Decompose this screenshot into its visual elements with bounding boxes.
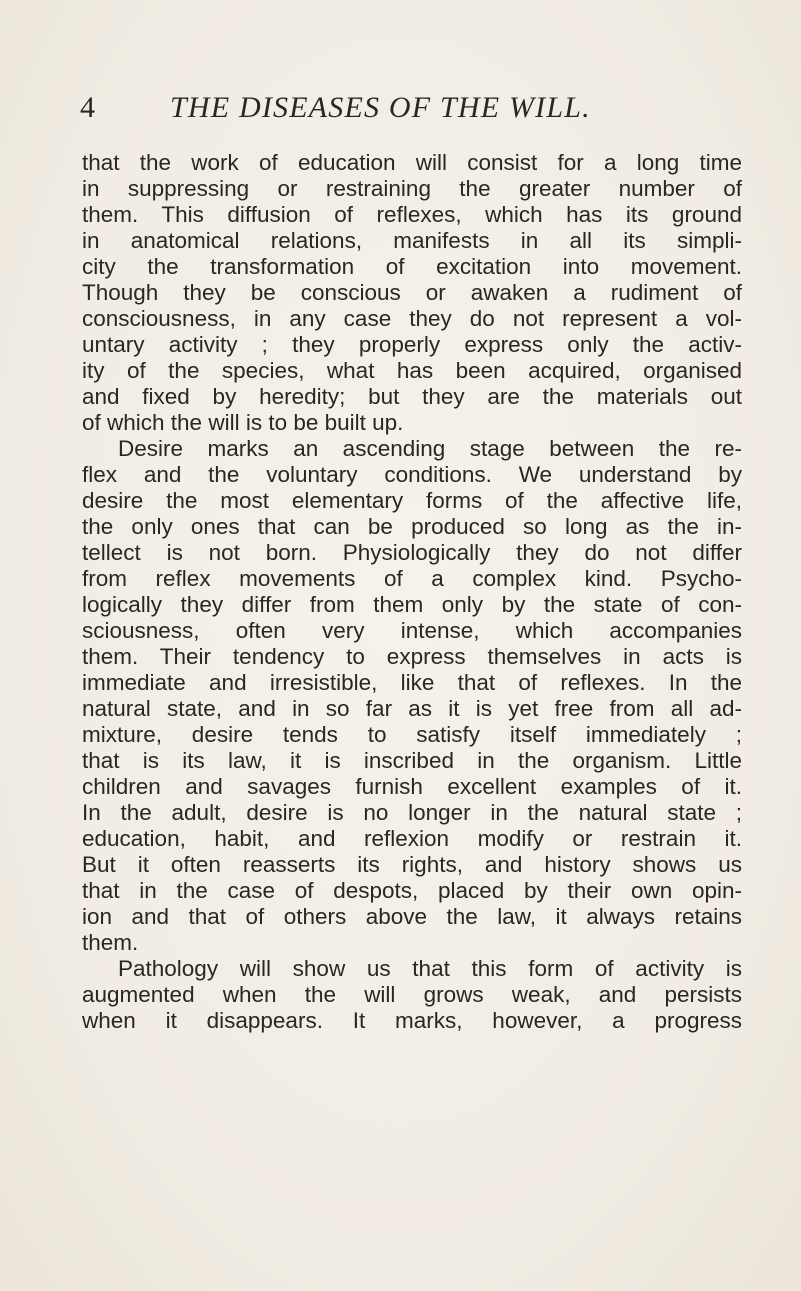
text-line: But it often reasserts its rights, and history shows us	[82, 852, 742, 877]
text-line: that the work of education will consist for a long time	[82, 150, 742, 175]
text-line: children and savages furnish excellent examples of it.	[82, 774, 742, 799]
text-line: immediate and irresistible, like that of reflexes. In the	[82, 670, 742, 695]
text-line: logically they differ from them only by the state of con-	[82, 592, 742, 617]
text-line: them. Their tendency to express themselves in acts is	[82, 644, 742, 669]
text-line: them. This diffusion of reflexes, which has its ground	[82, 202, 742, 227]
text-line: that in the case of despots, placed by their own opin-	[82, 878, 742, 903]
text-line: that is its law, it is inscribed in the organism. Little	[82, 748, 742, 773]
paragraph	[82, 150, 742, 436]
text-line: natural state, and in so far as it is yet free from all ad-	[82, 696, 742, 721]
paragraph	[82, 436, 742, 956]
text-line: mixture, desire tends to satisfy itself immediately ;	[82, 722, 742, 747]
text-line: when it disappears. It marks, however, a progress	[82, 1008, 742, 1033]
text-line: in suppressing or restraining the greater number of	[82, 176, 742, 201]
text-line: augmented when the will grows weak, and persists	[82, 982, 742, 1007]
text-line: consciousness, in any case they do not represent a vol-	[82, 306, 742, 331]
running-head	[0, 88, 801, 128]
text-line: the only ones that can be produced so long as the in-	[82, 514, 742, 539]
text-line: of which the will is to be built up.	[82, 410, 404, 435]
running-title: THE DISEASES OF THE WILL.	[170, 91, 591, 124]
paragraph	[82, 956, 742, 1034]
text-line: ion and that of others above the law, it always retains	[82, 904, 742, 929]
text-line: untary activity ; they properly express only the activ-	[82, 332, 742, 357]
page-number: 4	[80, 91, 95, 124]
text-line: ity of the species, what has been acquired, organised	[82, 358, 742, 383]
text-line: and fixed by heredity; but they are the materials out	[82, 384, 742, 409]
text-line: in anatomical relations, manifests in all its simpli-	[82, 228, 742, 253]
text-line: tellect is not born. Physiologically they do not differ	[82, 540, 742, 565]
text-line: city the transformation of excitation into movement.	[82, 254, 742, 279]
text-line: them.	[82, 930, 139, 955]
text-line: In the adult, desire is no longer in the natural state ;	[82, 800, 742, 825]
text-line: Pathology will show us that this form of activity is	[118, 956, 742, 981]
text-line: Though they be conscious or awaken a rudiment of	[82, 280, 742, 305]
text-line: Desire marks an ascending stage between the re-	[118, 436, 742, 461]
text-line: sciousness, often very intense, which accompanies	[82, 618, 742, 643]
text-line: flex and the voluntary conditions. We understand by	[82, 462, 742, 487]
text-line: from reflex movements of a complex kind. Psycho-	[82, 566, 742, 591]
text-line: desire the most elementary forms of the affective life,	[82, 488, 742, 513]
text-line: education, habit, and reflexion modify or restrain it.	[82, 826, 742, 851]
body-text	[82, 150, 742, 1034]
